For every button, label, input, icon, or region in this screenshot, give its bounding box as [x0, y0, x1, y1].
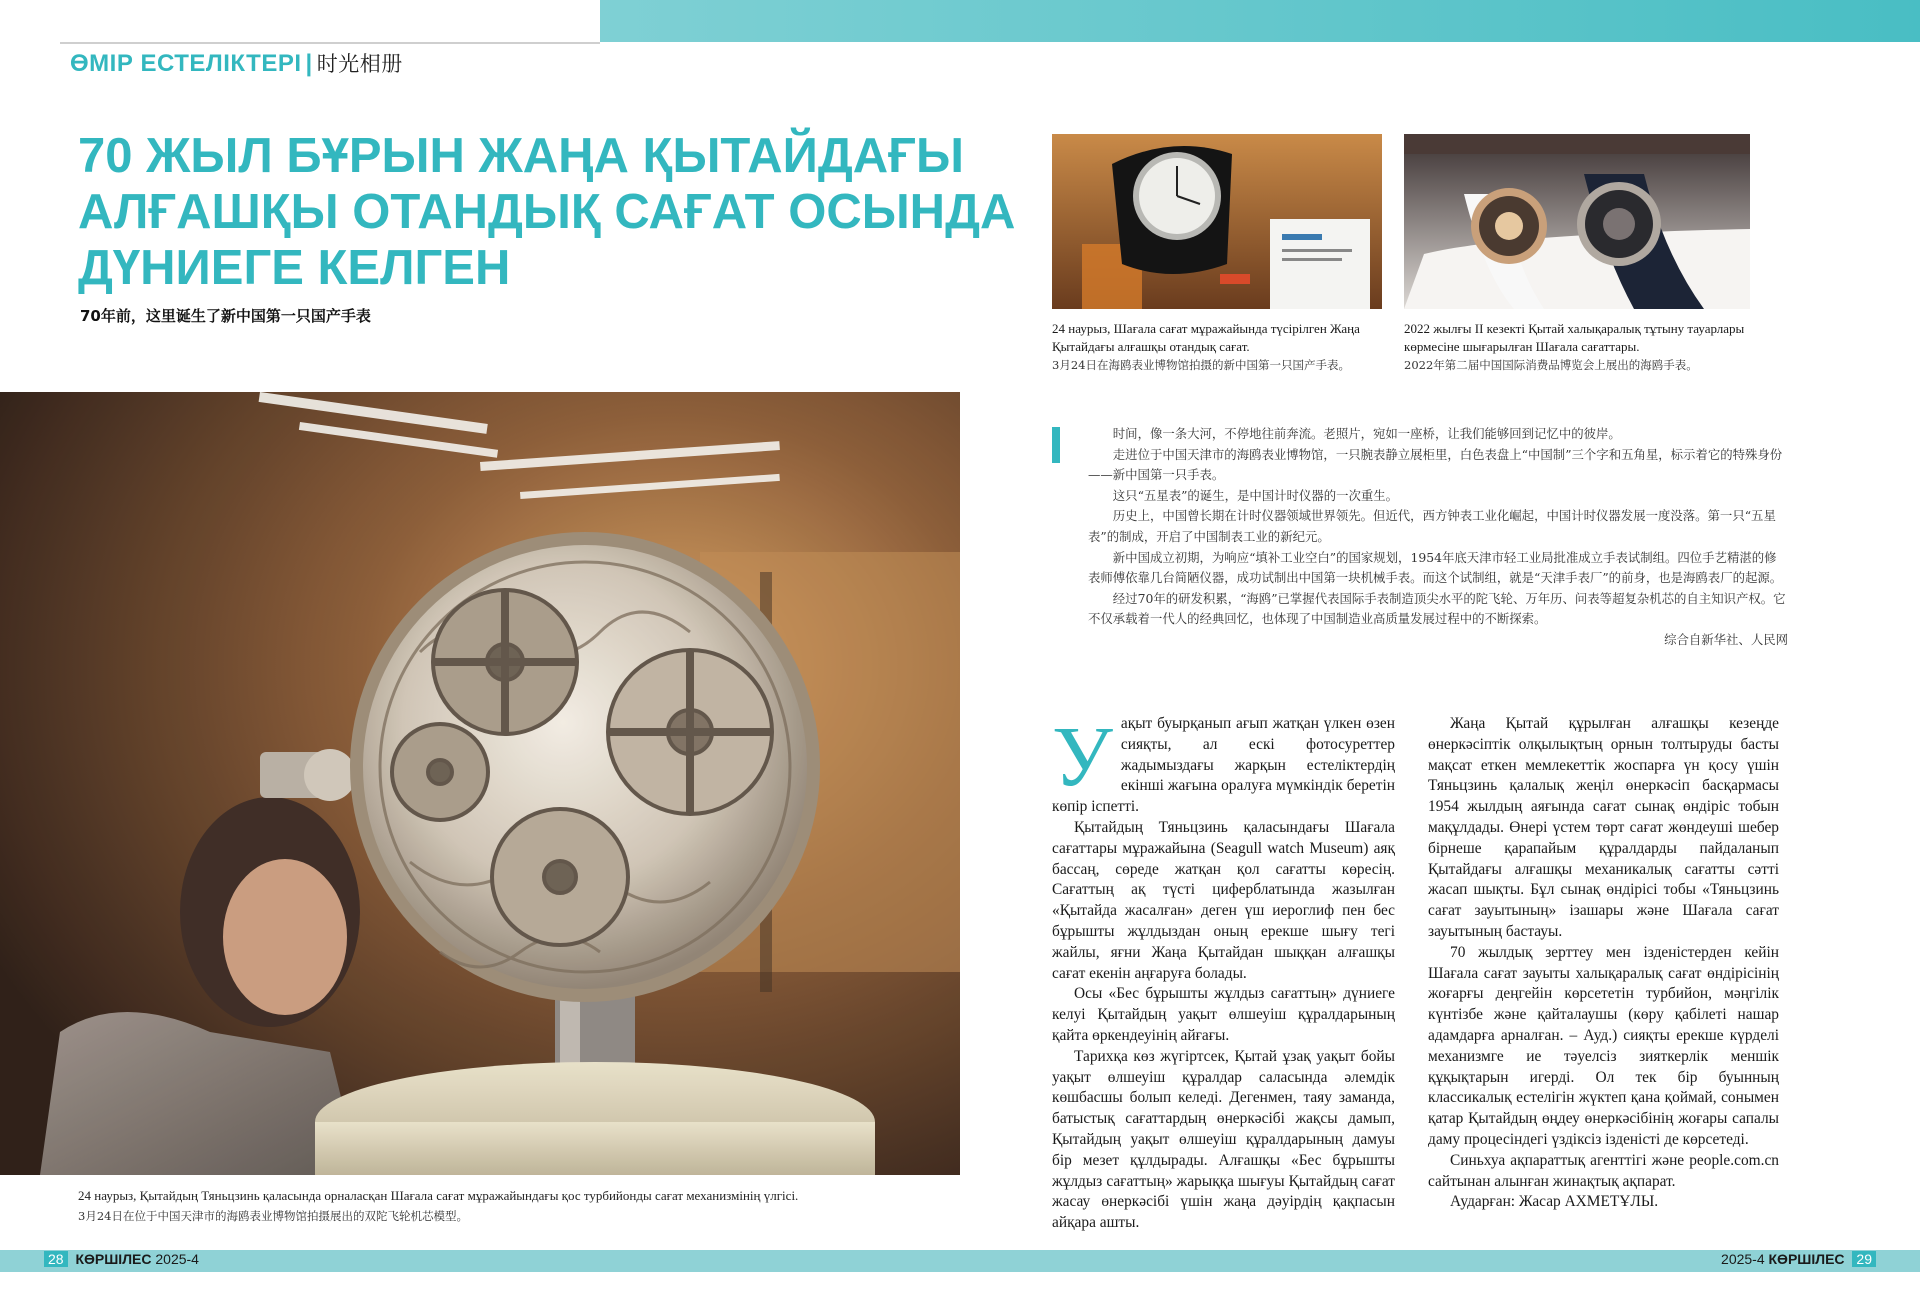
first-watch-caption-kz: 24 наурыз, Шағала сағат мұражайында түсірілген Жаңа Қытайдағы алғашқы отандық сағат. — [1052, 321, 1360, 354]
magazine-name-left: КӨРШІЛЕС — [75, 1251, 152, 1267]
main-caption-kz: 24 наурыз, Қытайдың Тяньцзинь қаласында орналасқан Шағала сағат мұражайындағы қос турбийонды сағат механизмінің үлгісі. — [78, 1188, 799, 1203]
expo-watches-image — [1404, 134, 1750, 309]
kz-paragraph: ақыт буырқанып ағып жатқан үлкен өзен сияқты, ал ескі фотосуреттер жадымыздағы жарқын естеліктердің екінші жағына оралуға мүмкіндік беретін көпір іспетті. — [1052, 715, 1395, 816]
top-rule — [60, 42, 600, 44]
expo-watches-caption — [1404, 320, 1750, 374]
zh-paragraph: 新中国成立初期，为响应“填补工业空白”的国家规划，1954年底天津市轻工业局批准成立手表试制组。四位手艺精湛的修表师傅依靠几台简陋仪器，成功试制出中国第一块机械手表。而这个试制组，就是“天津手表厂”的前身，也是海鸥表厂的起源。 — [1088, 549, 1783, 586]
expo-watches-caption-kz: 2022 жылғы II кезекті Қытай халықаралық тұтыну тауарлары көрмесіне шығарылған Шағала сағаттары. — [1404, 321, 1745, 354]
main-photo — [0, 392, 960, 1175]
issue-right: 2025-4 — [1721, 1251, 1765, 1267]
first-watch-photo — [1052, 134, 1382, 309]
kz-paragraph: Қытайдың Тяньцзинь қаласындағы Шағала сағаттары мұражайына (Seagull watch Museum) аяқ бассаң, сөреде жатқан қол сағатты көресің. Сағаттың ақ түсті циферблатында жазылған «Қытайда жасалған» деген үш иероглиф пен бес бұрышты жұлдыздан оның ерекше шығу тегі жайлы, яғни Жаңа Қытайдан шыққан алғашқы сағат екенін аңғаруға болады. — [1052, 818, 1395, 982]
zh-paragraph: 经过70年的研发积累，“海鸥”已掌握代表国际手表制造顶尖水平的陀飞轮、万年历、问表等超复杂机芯的自主知识产权。它不仅承载着一代人的经典回忆，也体现了中国制造业高质量发展过程中的不断探索。 — [1088, 590, 1786, 627]
headline — [78, 128, 1016, 296]
headline-line-3: ДҮНИЕГЕ КЕЛГЕН — [78, 241, 511, 295]
section-label-zh: 时光相册 — [316, 52, 403, 76]
section-separator: | — [305, 50, 313, 77]
zh-source: 综合自新华社、人民网 — [1664, 631, 1788, 647]
top-accent-bar — [600, 0, 1920, 42]
kz-article-column-2 — [1428, 714, 1779, 1213]
expo-watches-caption-zh: 2022年第二届中国国际消费品博览会上展出的海鸥手表。 — [1404, 358, 1698, 372]
kz-paragraph: Жаңа Қытай құрылған алғашқы кезеңде өнеркәсіптік олқылықтың орнын толтыруды басты мақсат еткен мемлекеттік жоспарға үн қосу үшін Тяньцзинь қалалық жеңіл өнеркәсіп басқармасы 1954 жылдың аяғында сағат сынақ өндіріс тобын мақұлдады. Өнері үстем төрт сағат жөндеуші шебер бірнеше қарапайым құралдарды пайдаланып Қытайдағы алғашқы механикалық сағатты сәтті жасап шықты. Бұл сынақ өндірісі тобы «Тяньцзинь сағат зауытының» ізашары және Шағала сағат зауытының бастауы. — [1428, 715, 1779, 940]
footer-right — [1721, 1251, 1876, 1267]
first-watch-caption-zh: 3月24日在海鸥表业博物馆拍摄的新中国第一只国产手表。 — [1052, 358, 1350, 372]
kz-paragraph: Осы «Бес бұрышты жұлдыз сағаттың» дүниеге келуі Қытайдың уақыт өлшеуіш құралдарының қайта өркендеуінің айғағы. — [1052, 985, 1395, 1044]
kz-paragraph: 70 жылдық зерттеу мен ізденістерден кейін Шағала сағат зауыты халықаралық сағат өндірісінің жоғарғы деңгейін көрсететін турбийон, мәңгілік күнтізбе және қайталаушы (көру қабілеті нашар адамдарға арналған. – Ауд.) сияқты ерекше күрделі механизмге ие тәуелсіз зияткерлік меншік құқықтарын игерді. Ол тек бір буынның классикалық естелігін жүктеп қана қоймай, сонымен қатар Қытайдың өңдеу өнеркәсібінің жоғары сапалы даму процесіндегі үздіксіз ізденісті де көрсетеді. — [1428, 943, 1779, 1148]
expo-watches-photo — [1404, 134, 1750, 309]
footer-band — [0, 1250, 1920, 1272]
kz-article-column-1 — [1052, 708, 1395, 1234]
first-watch-image — [1052, 134, 1382, 309]
main-photo-caption — [78, 1186, 918, 1226]
kz-translator: Аударған: Жасар АХМЕТҰЛЫ. — [1450, 1193, 1659, 1211]
footer-left — [44, 1251, 199, 1267]
headline-line-1: 70 ЖЫЛ БҰРЫН ЖАҢА ҚЫТАЙДАҒЫ — [78, 129, 964, 183]
drop-cap: У — [1052, 708, 1113, 804]
zh-article-body — [1088, 424, 1788, 651]
main-caption-zh: 3月24日在位于中国天津市的海鸥表业博物馆拍摄展出的双陀飞轮机芯模型。 — [78, 1209, 468, 1223]
kz-paragraph: Синьхуа ақпараттық агенттігі және people.com.cn сайтынан алынған жинақтық ақпарат. — [1428, 1151, 1779, 1190]
zh-paragraph: 历史上，中国曾长期在计时仪器领域世界领先。但近代，西方钟表工业化崛起，中国计时仪器发展一度没落。第一只“五星表”的制成，开启了中国制表工业的新纪元。 — [1088, 508, 1776, 544]
section-label-kz: ӨМІР ЕСТЕЛІКТЕРІ — [70, 50, 302, 77]
tourbillon-movement-image — [0, 392, 960, 1175]
zh-section-marker — [1052, 427, 1060, 463]
magazine-name-right: КӨРШІЛЕС — [1768, 1251, 1845, 1267]
kz-paragraph: Тарихқа көз жүгіртсек, Қытай ұзақ уақыт бойы уақыт өлшеуіш құралдар саласында әлемдік көшбасшы болып келеді. Дегенмен, таяу заманда, батыстық сағаттардың өнеркәсібі жақсы дамып, Қытайдың уақыт өлшеуіш құралдарының дамуы бір мезет құлдырады. Алғашқы «Бес бұрышты жұлдыз сағаттың» жарыққа шығуы Қытайдың сағат жасау өнеркәсібі үшін жаңа дәуірдің қақпасын айқара ашты. — [1052, 1047, 1395, 1232]
first-watch-caption — [1052, 320, 1392, 374]
headline-line-2: АЛҒАШҚЫ ОТАНДЫҚ САҒАТ ОСЫНДА — [78, 185, 1016, 239]
page-number-left: 28 — [44, 1251, 68, 1267]
zh-paragraph: 时间，像一条大河，不停地往前奔流。老照片，宛如一座桥，让我们能够回到记忆中的彼岸。 — [1112, 426, 1621, 441]
page-number-right: 29 — [1852, 1251, 1876, 1267]
zh-paragraph: 走进位于中国天津市的海鸥表业博物馆，一只腕表静立展柜里，白色表盘上“中国制”三个字和五角星，标示着它的特殊身份——新中国第一只手表。 — [1088, 446, 1783, 483]
section-label — [70, 48, 403, 78]
subtitle-zh: 70年前，这里诞生了新中国第一只国产手表 — [80, 307, 371, 325]
zh-paragraph: 这只“五星表”的诞生，是中国计时仪器的一次重生。 — [1112, 487, 1399, 503]
issue-left: 2025-4 — [155, 1251, 199, 1267]
